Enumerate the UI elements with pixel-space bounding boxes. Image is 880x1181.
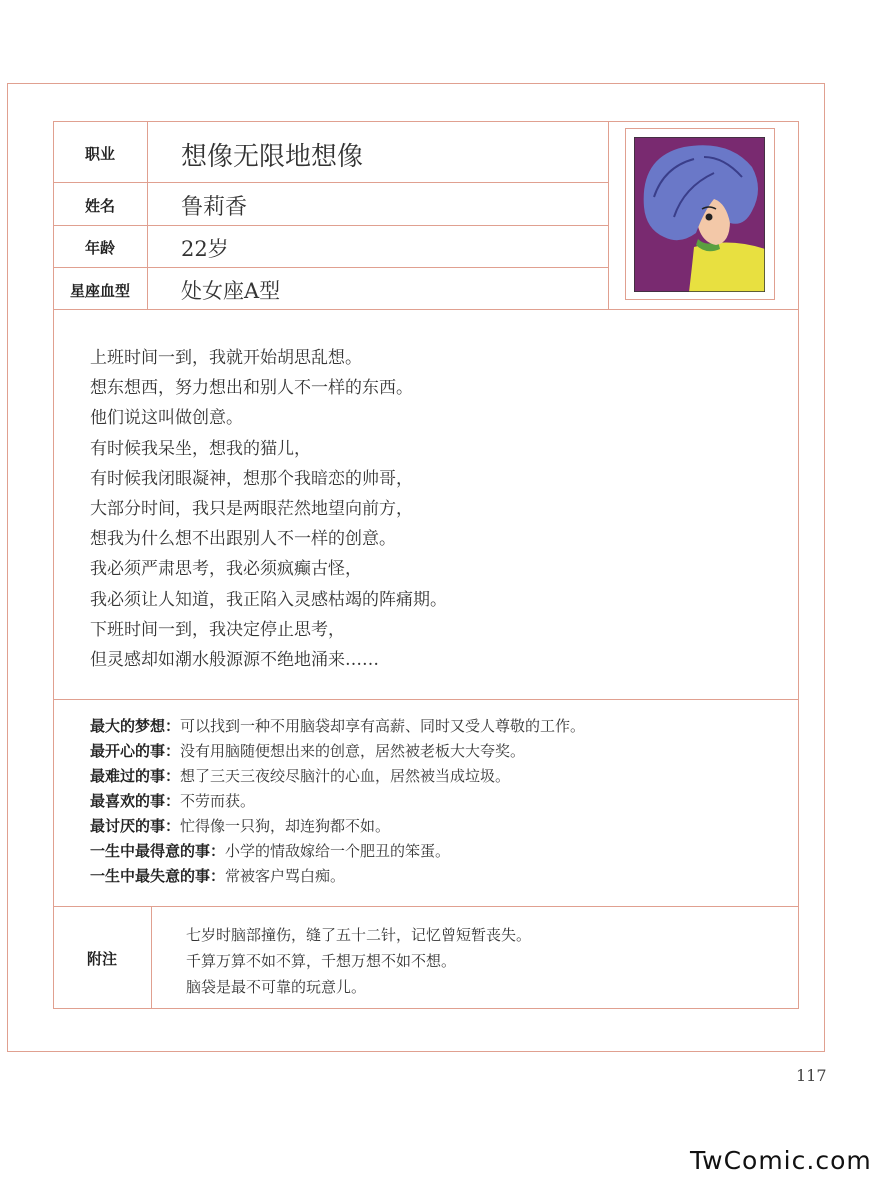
story-line: 想东想西，努力想出和别人不一样的东西。 (90, 378, 413, 399)
sign-label: 星座血型 (69, 282, 130, 300)
note-line: 千算万算不如不算，千想万想不如不想。 (186, 952, 457, 970)
portrait-frame (625, 128, 775, 300)
fact-value: 不劳而获。 (180, 792, 256, 810)
fact-row (90, 839, 585, 864)
notes-label: 附注 (86, 950, 117, 968)
portrait-column-divider (608, 121, 609, 309)
label-column-divider (147, 121, 148, 309)
fact-value: 常被客户骂白痴。 (225, 867, 346, 885)
notes-column-divider (151, 906, 152, 1009)
sign-value: 处女座A型 (181, 279, 281, 303)
name-label: 姓名 (84, 197, 115, 215)
girl-portrait-illustration (634, 137, 765, 292)
fact-key: 一生中最失意的事： (90, 867, 226, 885)
fact-key: 最讨厌的事： (90, 817, 181, 835)
facts-list (90, 714, 585, 889)
fact-key: 最难过的事： (90, 767, 181, 785)
story-line: 我必须让人知道，我正陷入灵感枯竭的阵痛期。 (90, 589, 447, 610)
story-line: 想我为什么想不出跟别人不一样的创意。 (90, 529, 396, 550)
row-divider (53, 182, 608, 183)
fact-value: 忙得像一只狗，却连狗都不如。 (180, 817, 391, 835)
occupation-label: 职业 (84, 145, 115, 163)
story-line: 上班时间一到，我就开始胡思乱想。 (90, 348, 362, 368)
story-paragraph (90, 343, 447, 675)
story-line: 我必须严肃思考，我必须疯癫古怪， (90, 559, 362, 580)
occupation-value: 想像无限地想像 (181, 142, 364, 172)
fact-value: 想了三天三夜绞尽脑汁的心血，居然被当成垃圾。 (180, 767, 511, 785)
story-line: 有时候我呆坐，想我的猫儿， (90, 438, 311, 459)
story-line: 他们说这叫做创意。 (90, 408, 243, 429)
story-line: 有时候我闭眼凝神，想那个我暗恋的帅哥， (90, 468, 413, 489)
name-value: 鲁莉香 (181, 195, 248, 220)
fact-row (90, 739, 585, 764)
story-line: 下班时间一到，我决定停止思考， (90, 619, 345, 640)
note-line: 脑袋是最不可靠的玩意儿。 (186, 978, 367, 996)
story-divider (53, 699, 799, 700)
fact-value: 可以找到一种不用脑袋却享有高薪、同时又受人尊敬的工作。 (180, 717, 586, 735)
fact-key: 最喜欢的事： (90, 792, 181, 810)
notes-text (186, 922, 531, 1000)
fact-key: 一生中最得意的事： (90, 842, 226, 860)
header-divider (53, 309, 799, 310)
fact-key: 最大的梦想： (90, 717, 181, 735)
fact-row (90, 814, 585, 839)
age-value: 22岁 (181, 237, 229, 261)
page-number: 117 (796, 1066, 827, 1085)
watermark: TwComic.com (690, 1146, 872, 1175)
row-divider (53, 225, 608, 226)
fact-row (90, 789, 585, 814)
fact-row (90, 864, 585, 889)
note-line: 七岁时脑部撞伤，缝了五十二针，记忆曾短暂丧失。 (186, 926, 532, 944)
fact-value: 没有用脑随便想出来的创意，居然被老板大大夸奖。 (180, 742, 526, 760)
fact-value: 小学的情敌嫁给一个肥丑的笨蛋。 (225, 842, 451, 860)
fact-key: 最开心的事： (90, 742, 181, 760)
row-divider (53, 267, 608, 268)
fact-row (90, 764, 585, 789)
story-line: 但灵感却如潮水般源源不绝地涌来…… (90, 650, 379, 671)
age-label: 年龄 (84, 239, 115, 257)
facts-divider (53, 906, 799, 907)
fact-row (90, 714, 585, 739)
story-line: 大部分时间，我只是两眼茫然地望向前方， (90, 499, 413, 520)
